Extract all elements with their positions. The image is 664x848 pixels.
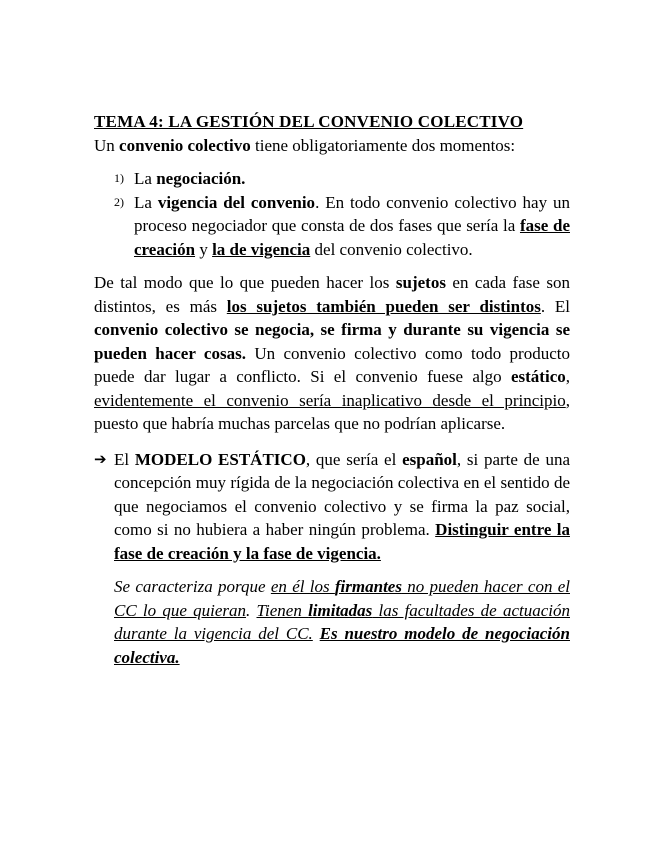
sujetos-paragraph: De tal modo que lo que pueden hacer los sujetos en cada fase son distintos, es más los sujetos también pueden ser distintos. El convenio colectivo se negocia, se firma y durante su vigencia se pueden hacer cosas. Un convenio colectivo como todo producto puede dar lugar a conflicto. Si el convenio fuese algo estático, evidentemente el convenio sería inaplicativo desde el principio, puesto que habría muchas parcelas que no podrían aplicarse. [94, 273, 571, 433]
list-number: 1) [114, 171, 124, 185]
arrow-bullet-icon: ➔ [94, 449, 107, 468]
moments-list [94, 167, 570, 261]
list-item-vigencia: 2) La vigencia del convenio. En todo convenio colectivo hay un proceso negociador que consta de dos fases que sería la fase de creación y la de vigencia del convenio colectivo. [114, 192, 570, 259]
page-title: TEMA 4: LA GESTIÓN DEL CONVENIO COLECTIVO [94, 112, 524, 131]
intro-paragraph: Un convenio colectivo tiene obligatoriamente dos momentos: [94, 135, 516, 155]
list-item-negociacion: 1) La negociación. [134, 167, 570, 191]
list-number: 2) [114, 194, 124, 209]
modelo-estatico-paragraph: ➔ El MODELO ESTÁTICO, que sería el español, si parte de una concepción muy rígida de la negociación colectiva en el sentido de que negociamos el convenio colectivo y se firma la paz social, como si no hubiera a haber ningún problema. Distinguir entre la fase de creación y la fase de vigencia. [94, 449, 571, 563]
caracteriza-paragraph: Se caracteriza porque en él los firmantes no pueden hacer con el CC lo que quieran. Tienen limitadas las facultades de actuación durante la vigencia del CC. Es nuestro modelo de negociación colectiva. [114, 577, 570, 667]
intro-bold-term: convenio colectivo [119, 135, 251, 155]
